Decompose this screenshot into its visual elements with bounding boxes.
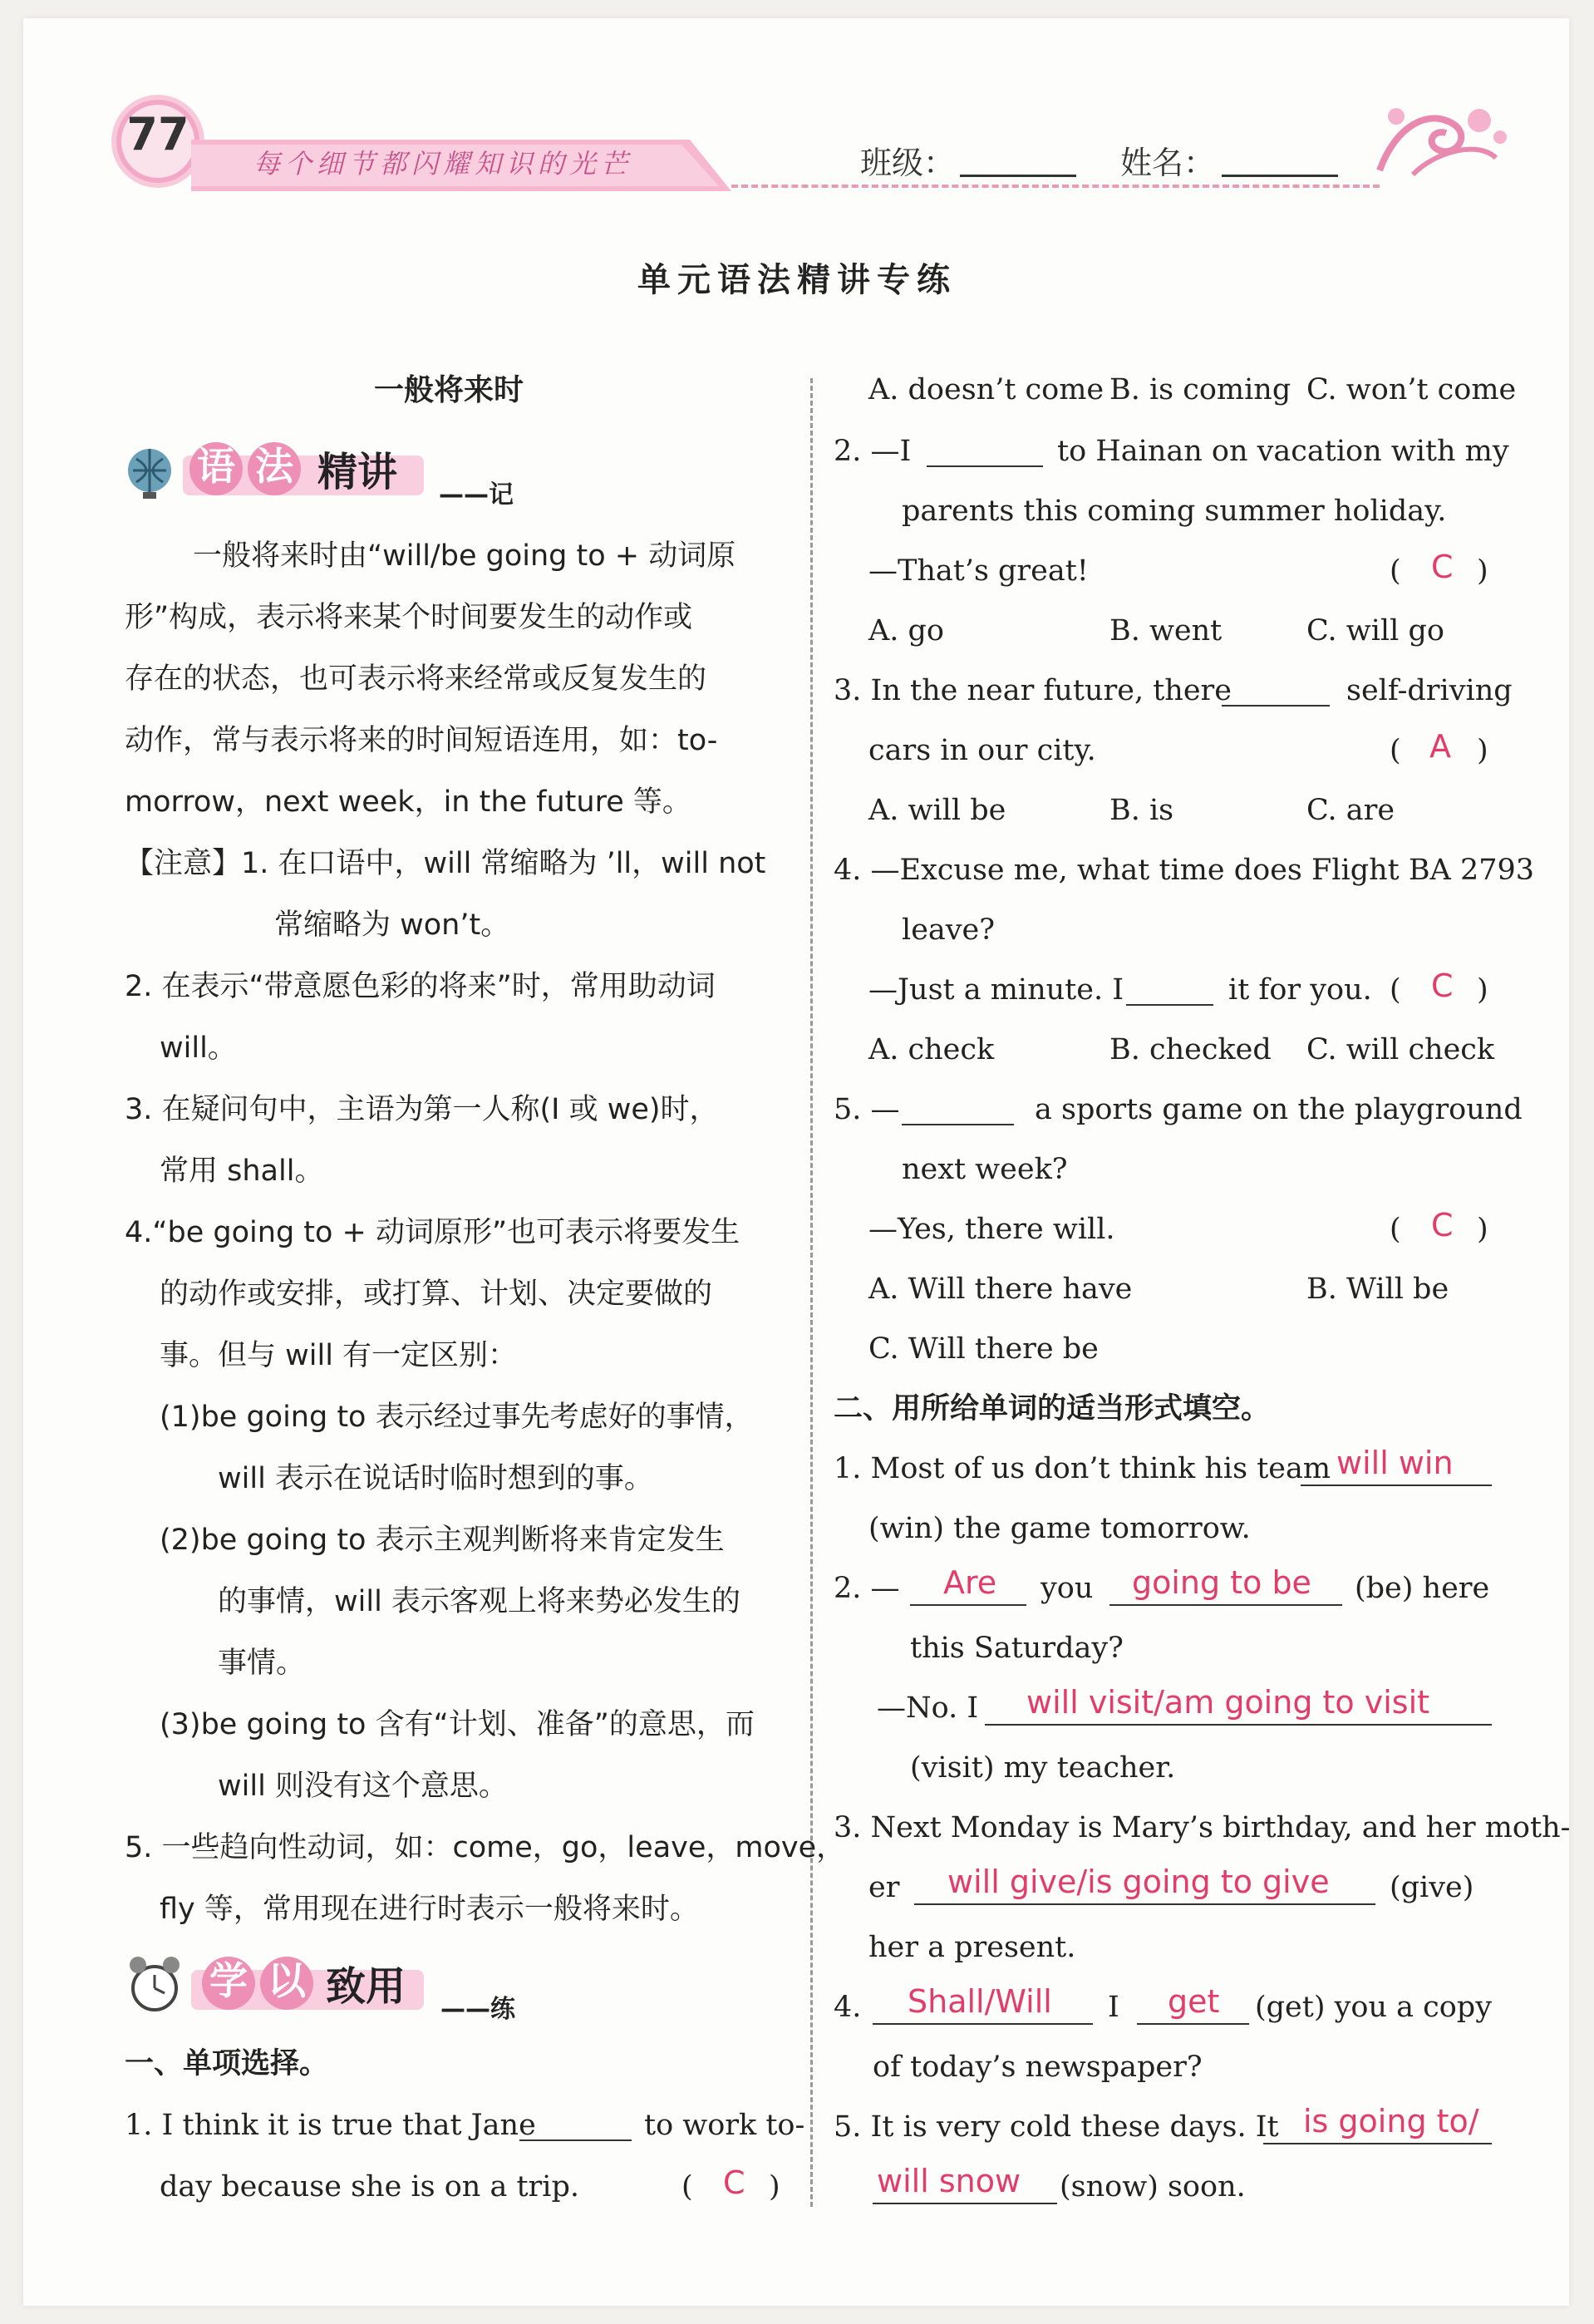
q2-line-1b: to Hainan on vacation with my: [1057, 435, 1509, 468]
f2-line-1c: (be) here: [1355, 1572, 1490, 1605]
f2-answer-3: will visit/am going to visit: [1026, 1684, 1430, 1721]
flower-ornament-icon: [1363, 91, 1513, 183]
practice-head-title: 致用: [326, 1963, 406, 2010]
note-3b: 常用 shall。: [160, 1155, 324, 1188]
f2-answer-1: Are: [943, 1564, 997, 1601]
q5-line-1a: 5. —: [834, 1093, 900, 1126]
f4-answer-2: get: [1168, 1983, 1220, 2020]
q4-option-c: C. will check: [1306, 1033, 1495, 1066]
f1-answer: will win: [1336, 1445, 1454, 1481]
q4-line-3a: —Just a minute. I: [868, 973, 1124, 1007]
f4-answer-1: Shall/Will: [908, 1983, 1052, 2020]
f1-line-1: 1. Most of us don’t think his team: [834, 1452, 1331, 1485]
note-4b: 的动作或安排，或打算、计划、决定要做的: [160, 1278, 713, 1311]
q4-line-2: leave?: [902, 913, 996, 947]
f3-blank[interactable]: [914, 1903, 1375, 1905]
q1-line-1b: to work to-: [644, 2109, 805, 2142]
q4-answer: C: [1431, 968, 1454, 1004]
column-divider: [810, 378, 813, 2207]
q5-option-a: A. Will there have: [868, 1273, 1133, 1306]
f4-line-1c: (get) you a copy: [1255, 1991, 1492, 2024]
f2-line-3a: —No. I: [877, 1691, 979, 1725]
q2-option-a: A. go: [868, 614, 945, 647]
intro-line-5: morrow，next week，in the future 等。: [125, 785, 691, 819]
q5-blank[interactable]: [902, 1124, 1014, 1125]
q3-blank[interactable]: [1222, 705, 1330, 707]
f4-line-1a: 4.: [834, 1991, 862, 2024]
section-2-title: 二、用所给单词的适当形式填空。: [834, 1392, 1271, 1425]
q2-option-c: C. will go: [1306, 614, 1444, 647]
grammar-head-char-1: 语: [197, 444, 235, 489]
q1-answer: C: [723, 2164, 745, 2201]
f5-line-2b: (snow) soon.: [1060, 2170, 1246, 2203]
intro-line-4: 动作，常与表示将来的时间短语连用，如：to-: [125, 724, 718, 757]
f2-line-2: this Saturday?: [910, 1632, 1124, 1665]
practice-head-tag: ——练: [440, 1995, 515, 2024]
q2-paren-close: ): [1477, 554, 1488, 588]
note-4-1b: will 表示在说话时临时想到的事。: [218, 1462, 653, 1495]
header-dashed-line: [731, 185, 1380, 188]
q5-paren-open: (: [1390, 1213, 1401, 1246]
q4-paren-close: ): [1477, 973, 1488, 1007]
q5-line-2: next week?: [902, 1153, 1068, 1186]
page-number: 77: [126, 108, 189, 160]
q4-line-3b: it for you.: [1228, 973, 1372, 1007]
q5-option-c: C. Will there be: [868, 1332, 1099, 1366]
q5-paren-close: ): [1477, 1213, 1488, 1246]
note-4-3: (3)be going to 含有“计划、准备”的意思，而: [160, 1708, 755, 1741]
f4-blank-1[interactable]: [873, 2023, 1093, 2025]
f2-blank-1[interactable]: [910, 1604, 1026, 1606]
q3-line-1b: self-driving: [1346, 674, 1513, 707]
q3-option-c: C. are: [1306, 794, 1395, 827]
q5-line-3: —Yes, there will.: [868, 1213, 1115, 1246]
class-field[interactable]: [960, 175, 1076, 177]
q4-blank[interactable]: [1126, 1004, 1213, 1006]
intro-line-2: 形”构成，表示将来某个时间要发生的动作或: [125, 601, 693, 634]
f5-blank-2[interactable]: [873, 2203, 1057, 2204]
f5-blank-1[interactable]: [1263, 2143, 1492, 2144]
grammar-head-title: 精讲: [317, 449, 398, 495]
q2-paren-open: (: [1390, 554, 1401, 588]
q3-line-1a: 3. In the near future, there: [834, 674, 1232, 707]
note-5b: fly 等，常用现在进行时表示一般将来时。: [160, 1893, 699, 1926]
q3-option-a: A. will be: [868, 794, 1006, 827]
note-2: 2. 在表示“带意愿色彩的将来”时，常用助动词: [125, 970, 716, 1003]
f3-line-3: her a present.: [868, 1931, 1076, 1964]
q1-option-c: C. won’t come: [1306, 373, 1517, 406]
q5-answer: C: [1431, 1207, 1454, 1243]
note-5: 5. 一些趋向性动词，如：come，go，leave，move，: [125, 1831, 846, 1864]
f3-line-1: 3. Next Monday is Mary’s birthday, and her moth-: [834, 1811, 1571, 1844]
f2-line-4: (visit) my teacher.: [910, 1751, 1176, 1785]
note-1b: 常缩略为 won’t。: [274, 908, 510, 942]
section-1-title: 一、单项选择。: [125, 2047, 329, 2080]
topic-heading: 一般将来时: [374, 373, 524, 407]
grammar-head-tag: ——记: [439, 480, 514, 510]
q1-paren-close: ): [769, 2170, 780, 2203]
practice-head-char-2: 以: [268, 1958, 306, 2003]
slogan-text: 每个细节都闪耀知识的光芒: [253, 148, 633, 180]
q1-blank[interactable]: [519, 2139, 632, 2141]
grammar-head-char-2: 法: [255, 444, 293, 489]
q4-option-b: B. checked: [1109, 1033, 1272, 1066]
f2-blank-2[interactable]: [1109, 1604, 1342, 1606]
name-field[interactable]: [1222, 175, 1338, 177]
f1-blank[interactable]: [1301, 1485, 1492, 1486]
note-4c: 事。但与 will 有一定区别：: [160, 1339, 518, 1372]
f5-answer-1: is going to/: [1303, 2103, 1479, 2139]
f3-line-2a: er: [868, 1871, 900, 1904]
q4-line-1: 4. —Excuse me, what time does Flight BA 2793: [834, 854, 1535, 887]
page-title: 单元语法精讲专练: [637, 261, 957, 299]
q1-line-1a: 1. I think it is true that Jane: [125, 2109, 536, 2142]
f2-line-1a: 2. —: [834, 1572, 900, 1605]
q5-option-b: B. Will be: [1306, 1273, 1449, 1306]
note-4-1: (1)be going to 表示经过事先考虑好的事情，: [160, 1401, 754, 1434]
f2-line-1b: you: [1041, 1572, 1094, 1605]
q3-paren-open: (: [1390, 734, 1401, 767]
q2-line-2: parents this coming summer holiday.: [902, 495, 1447, 528]
q3-answer: A: [1429, 728, 1451, 765]
intro-line-3: 存在的状态，也可表示将来经常或反复发生的: [125, 662, 707, 696]
note-4: 4.“be going to + 动词原形”也可表示将要发生: [125, 1216, 740, 1249]
f4-line-2: of today’s newspaper?: [873, 2051, 1203, 2084]
class-label: 班级：: [860, 145, 956, 181]
f2-answer-2: going to be: [1132, 1564, 1311, 1601]
q1-line-2: day because she is on a trip.: [160, 2170, 579, 2203]
q2-answer: C: [1431, 549, 1454, 585]
q2-line-1a: 2. —I: [834, 435, 912, 468]
note-1: 【注意】1. 在口语中，will 常缩略为 ’ll，will not: [125, 847, 766, 880]
f4-blank-2[interactable]: [1137, 2023, 1249, 2025]
note-2b: will。: [160, 1032, 237, 1065]
f4-line-1b: I: [1108, 1991, 1119, 2024]
q3-paren-close: ): [1477, 734, 1488, 767]
name-label: 姓名：: [1120, 145, 1216, 181]
q2-blank[interactable]: [927, 465, 1043, 467]
note-4-3b: will 则没有这个意思。: [218, 1770, 508, 1803]
q1-option-b: B. is coming: [1109, 373, 1291, 406]
f2-blank-3[interactable]: [985, 1724, 1492, 1726]
q4-paren-open: (: [1390, 973, 1401, 1007]
note-4-2c: 事情。: [218, 1647, 306, 1680]
note-3: 3. 在疑问句中，主语为第一人称(I 或 we)时，: [125, 1093, 719, 1126]
f3-answer: will give/is going to give: [947, 1864, 1330, 1900]
f3-line-2b: (give): [1390, 1871, 1474, 1904]
note-4-2b: 的事情，will 表示客观上将来势必发生的: [218, 1585, 740, 1618]
q2-line-3: —That’s great!: [868, 554, 1089, 588]
q5-line-1b: a sports game on the playground: [1035, 1093, 1523, 1126]
q3-line-2: cars in our city.: [868, 734, 1096, 767]
q4-option-a: A. check: [868, 1033, 995, 1066]
f5-line-1a: 5. It is very cold these days. It: [834, 2110, 1279, 2144]
q3-option-b: B. is: [1109, 794, 1174, 827]
intro-line-1: 一般将来时由“will/be going to + 动词原: [193, 539, 736, 573]
q1-option-a: A. doesn’t come: [868, 373, 1104, 406]
q1-paren-open: (: [681, 2170, 693, 2203]
q2-option-b: B. went: [1109, 614, 1223, 647]
practice-head-char-1: 学: [209, 1958, 248, 2003]
note-4-2: (2)be going to 表示主观判断将来肯定发生: [160, 1524, 725, 1557]
f1-line-2: (win) the game tomorrow.: [868, 1512, 1251, 1545]
f5-answer-2: will snow: [877, 2163, 1021, 2199]
